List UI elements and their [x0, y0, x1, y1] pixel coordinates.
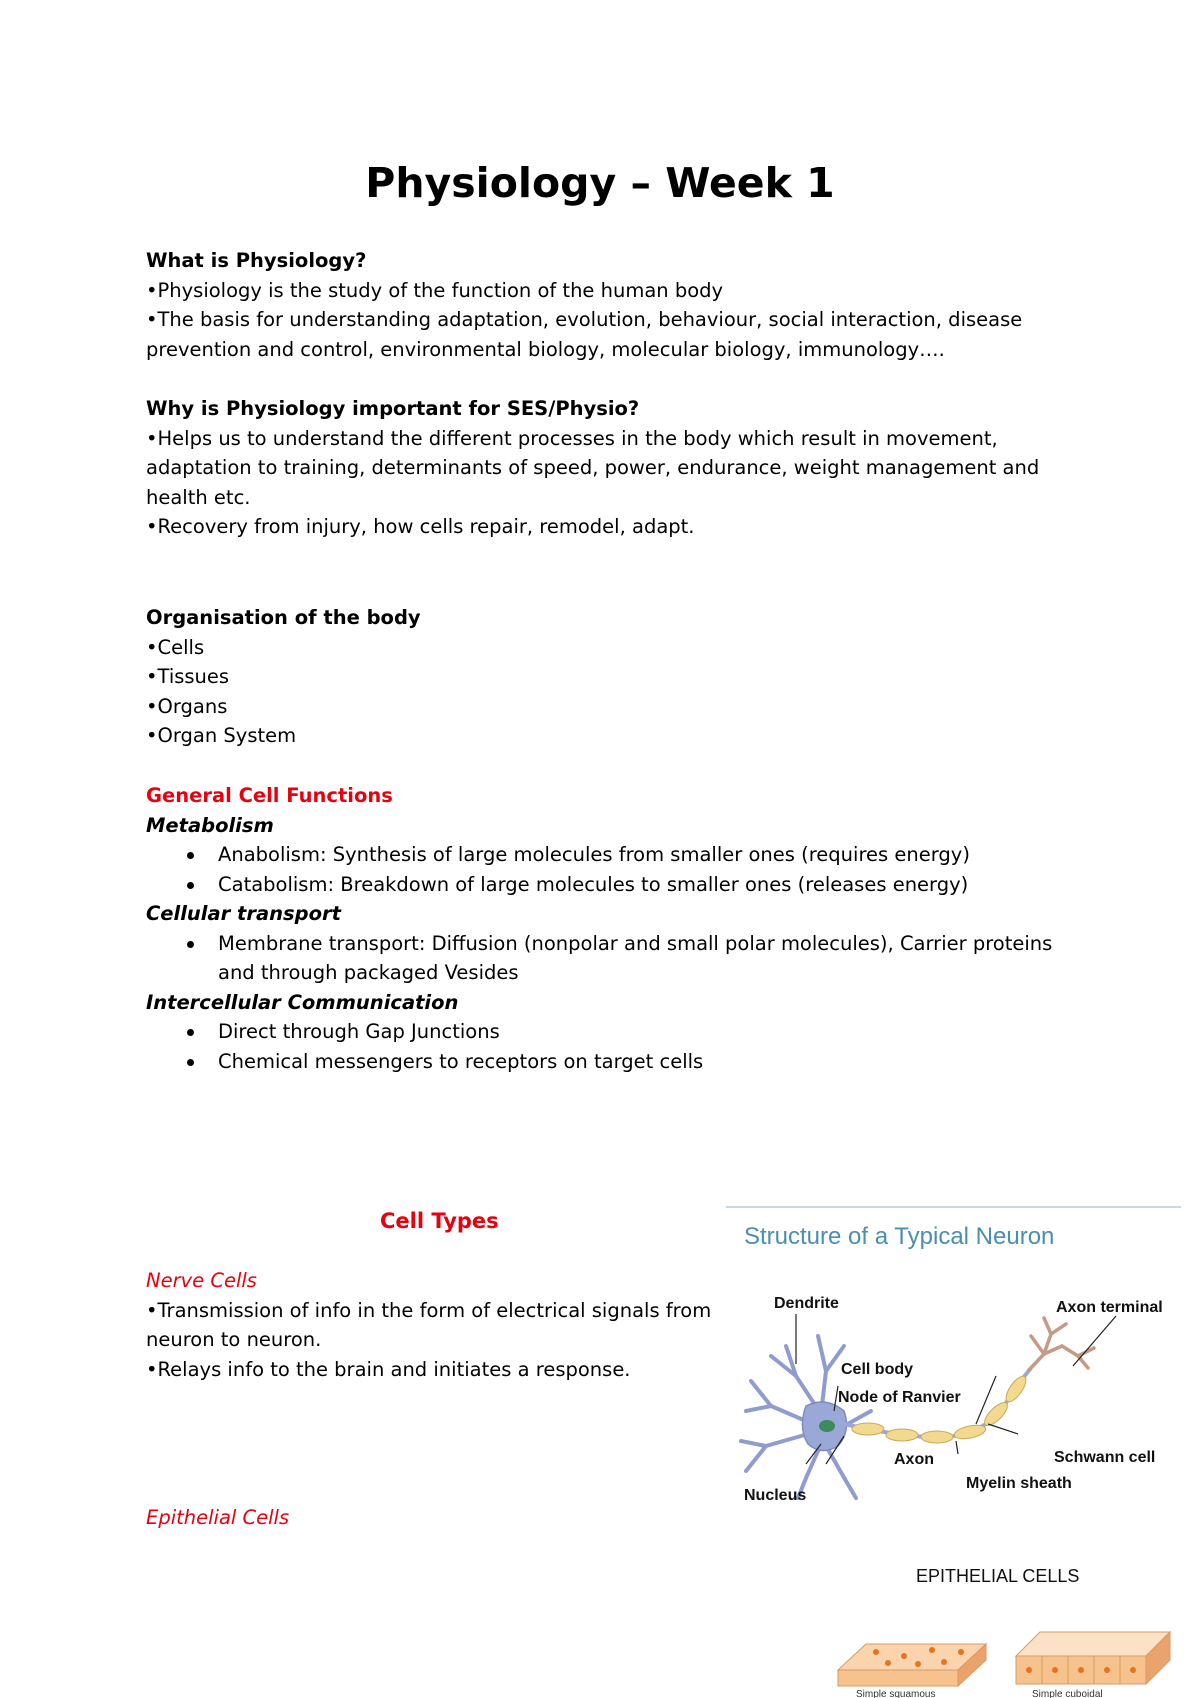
list-item: Direct through Gap Junctions	[146, 1017, 1076, 1047]
organisation-heading: Organisation of the body	[146, 606, 421, 629]
transport-heading: Cellular transport	[146, 902, 341, 925]
what-section	[146, 246, 1076, 364]
organisation-item: •Organs	[146, 694, 228, 718]
functions-section	[146, 781, 1076, 1076]
nerve-cells-section	[146, 1266, 736, 1384]
node-of-ranvier-label: Node of Ranvier	[838, 1389, 961, 1406]
organisation-item: •Cells	[146, 635, 205, 659]
epithelial-diagram	[826, 1560, 1186, 1698]
list-item: Catabolism: Breakdown of large molecules to smaller ones (releases energy)	[146, 870, 1076, 900]
metabolism-list	[146, 840, 1076, 899]
neuron-diagram	[726, 1206, 1181, 1506]
nucleus-shape	[819, 1420, 835, 1432]
epithelial-cells-heading: Epithelial Cells	[146, 1506, 290, 1529]
myelin-segments	[852, 1373, 1030, 1443]
simple-squamous-shape	[838, 1644, 986, 1686]
schwann-cell-label: Schwann cell	[1054, 1449, 1156, 1466]
why-line-1: •Helps us to understand the different processes in the body which result in movement, adaptation to training, determinants of speed, power, endurance, weight management and health etc.	[146, 426, 1040, 509]
why-heading: Why is Physiology important for SES/Physio?	[146, 397, 640, 420]
what-heading: What is Physiology?	[146, 249, 367, 272]
list-item: Membrane transport: Diffusion (nonpolar and small polar molecules), Carrier proteins and through packaged Vesides	[146, 929, 1076, 988]
nerve-line-2: •Relays info to the brain and initiates a response.	[146, 1357, 631, 1381]
cell-body-label: Cell body	[841, 1361, 914, 1378]
epithelial-figure-title: EPITHELIAL CELLS	[916, 1566, 1080, 1586]
nerve-line-1: •Transmission of info in the form of electrical signals from neuron to neuron.	[146, 1298, 712, 1351]
functions-heading: General Cell Functions	[146, 784, 393, 807]
transport-list	[146, 929, 1076, 988]
myelin-sheath-label: Myelin sheath	[966, 1475, 1072, 1492]
neuron-title: Structure of a Typical Neuron	[744, 1223, 1055, 1250]
communication-list	[146, 1017, 1076, 1076]
why-section	[146, 394, 1076, 542]
communication-heading: Intercellular Communication	[146, 990, 459, 1014]
dendrite-label: Dendrite	[774, 1295, 839, 1312]
simple-cuboidal-shape	[1016, 1632, 1170, 1684]
axon-terminal-shape	[1029, 1318, 1094, 1370]
nerve-cells-heading: Nerve Cells	[146, 1269, 257, 1292]
organisation-item: •Tissues	[146, 665, 230, 688]
metabolism-heading: Metabolism	[146, 813, 274, 837]
list-item: Chemical messengers to receptors on target cells	[146, 1047, 1076, 1077]
axon-terminal-label: Axon terminal	[1056, 1299, 1163, 1316]
nucleus-label: Nucleus	[744, 1487, 807, 1504]
squamous-caption: Simple squamous	[856, 1689, 936, 1698]
cell-types-heading: Cell Types	[380, 1209, 499, 1233]
cuboidal-caption: Simple cuboidal	[1032, 1689, 1103, 1698]
axon-label: Axon	[894, 1451, 934, 1468]
why-line-2: •Recovery from injury, how cells repair, remodel, adapt.	[146, 515, 695, 538]
organisation-section	[146, 603, 1076, 751]
page-title: Physiology – Week 1	[365, 159, 835, 207]
what-line-1: •Physiology is the study of the function of the human body	[146, 278, 724, 302]
organisation-item: •Organ System	[146, 724, 297, 747]
list-item: Anabolism: Synthesis of large molecules from smaller ones (requires energy)	[146, 840, 1076, 870]
what-line-2: •The basis for understanding adaptation, evolution, behaviour, social interaction, disease prevention and control, environmental biology, molecular biology, immunology….	[146, 308, 1023, 361]
